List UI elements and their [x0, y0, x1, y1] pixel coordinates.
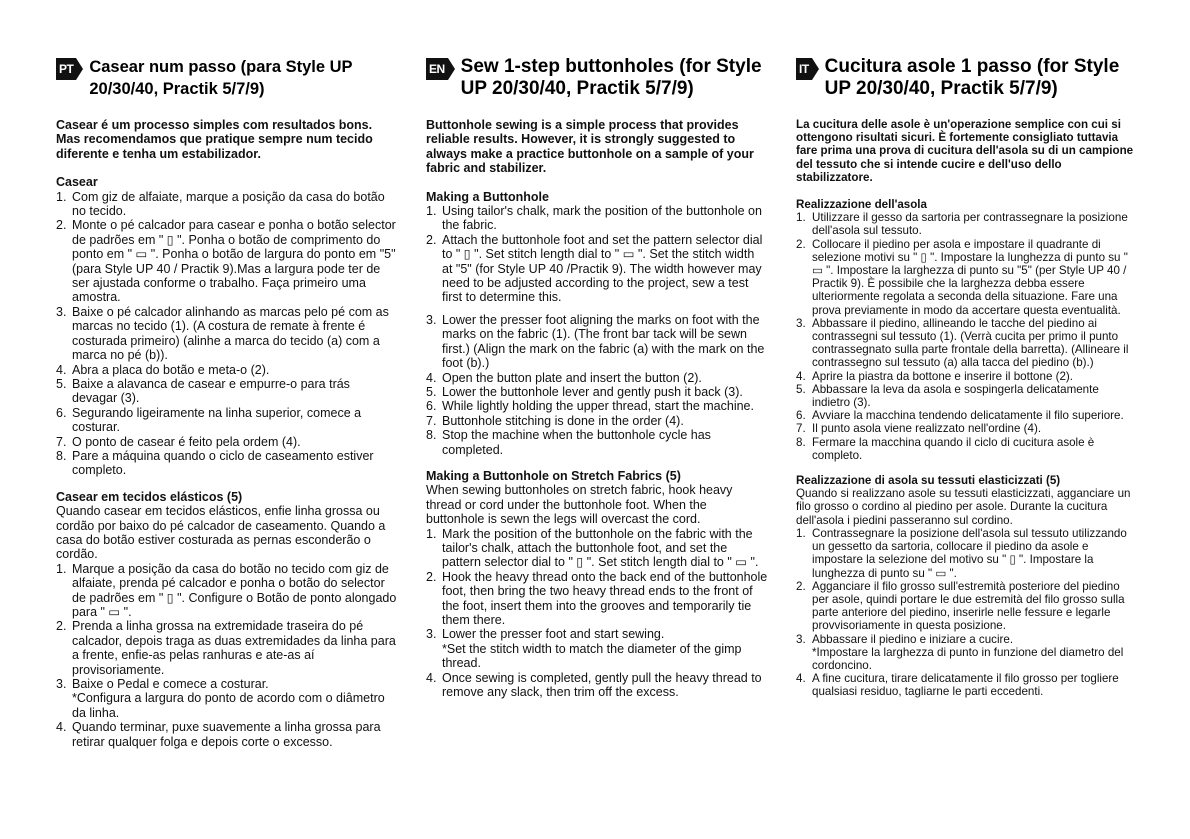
list-item: 5. Baixe a alavanca de casear e empurre-o para trás devagar (3).	[56, 376, 350, 406]
step-note: *Impostare la larghezza di punto in funzione del diametro del cordoncino.	[812, 645, 1124, 672]
list-item: 2. Agganciare il filo grosso sull'estremità posteriore del piedino per asole, quindi portare le due estremità del filo grosso sulla parte anteriore del piedino, inserirle nelle fessure e legarle provvisoriamente in questa posizione.	[796, 579, 1125, 633]
steps-list	[796, 211, 1134, 462]
list-item: 5. Abbassare la leva da asola e sospingerla delicatamente indietro (3).	[796, 382, 1099, 410]
list-item: 1. Mark the position of the buttonhole on the fabric with the tailor's chalk, attach the buttonhole foot, and set the pattern selector dial to " ▯ ". Set stitch length dial to " ▭ ".	[426, 526, 759, 570]
language-badge-icon	[796, 58, 819, 80]
list-item: 3. Baixe o pé calcador alinhando as marcas pelo pé com as marcas no tecido (1). (A costura de remate à frente é costurada primeiro) (alinhe a marca do tecido (a) com a marca no pé (b)).	[56, 304, 389, 363]
list-item: 4. Open the button plate and insert the button (2).	[426, 370, 702, 385]
subsection-title: Casear	[56, 175, 98, 190]
list-item: 5. Lower the buttonhole lever and gently push it back (3).	[426, 384, 743, 399]
list-item: 1. Using tailor's chalk, mark the position of the buttonhole on the fabric.	[426, 204, 762, 233]
language-code: IT	[796, 58, 812, 80]
list-item: 3. Baixe o Pedal e comece a costurar. *Configura a largura do ponto de acordo com o diâmetro da linha.	[56, 677, 398, 720]
subsection-title: Realizzazione di asola su tessuti elasticizzati (5)	[796, 474, 1061, 488]
list-item: 7. Buttonhole stitching is done in the order (4).	[426, 413, 684, 428]
subsection-title: Realizzazione dell'asola	[796, 198, 927, 212]
step-note: *Set the stitch width to match the diameter of the gimp thread.	[442, 641, 742, 671]
intro-paragraph: La cucitura delle asole è un'operazione semplice con cui si ottengono risultati sicuri. È fortemente consigliato tuttavia fare prima una prova di cucitura dell'asola su di un campione del tessuto che si intende cucire e dell'uso dello stabilizzatore.	[796, 118, 1134, 184]
column-italian	[796, 56, 1134, 711]
list-item: 8. Pare a máquina quando o ciclo de caseamento estiver completo.	[56, 448, 374, 478]
list-item: 4. A fine cucitura, tirare delicatamente il filo grosso per togliere qualsiasi residuo, tagliarne le parti eccedenti.	[796, 672, 1119, 699]
list-item: 2. Prenda a linha grossa na extremidade traseira do pé calcador, depois traga as duas extremidades da linha para a frente, enfie-as pelas ranhuras e ate-as aí provisoriamente.	[56, 619, 396, 677]
list-item: 2. Hook the heavy thread onto the back end of the buttonhole foot, then bring the two heavy thread ends to the front of the foot, insert them into the grooves and temporarily tie them there.	[426, 569, 768, 627]
subsection-intro: Quando casear em tecidos elásticos, enfie linha grossa ou cordão por baixo do pé calcador de caseamento. Quando a casa do botão estiver costurada as pernas esconderão o cordão.	[56, 504, 386, 562]
badge-arrow-icon	[76, 58, 83, 80]
column-portuguese	[56, 56, 398, 761]
language-badge-icon	[426, 58, 455, 80]
language-badge-icon	[56, 58, 83, 80]
subsection-intro: Quando si realizzano asole su tessuti elasticizzati, agganciare un filo grosso o cordino al piedino per asole. Durante la cucitura dell'asola i piedini passeranno sul cordino.	[796, 487, 1131, 527]
steps-list	[426, 204, 768, 457]
steps-list	[56, 190, 398, 478]
list-item: 3. Abbassare il piedino, allineando le tacche del piedino ai contrassegni sul tessuto (1). (Verrà cucita per primo il punto contrassegnato sulla parte frontale della barretta). (Allineare il contrassegno sul tessuto (a) alla tacca del piedino (b).)	[796, 316, 1129, 370]
subsection-title: Making a Buttonhole on Stretch Fabrics (5)	[426, 468, 681, 483]
list-item: 6. While lightly holding the upper thread, start the machine.	[426, 399, 754, 414]
list-item: 4. Quando terminar, puxe suavemente a linha grossa para retirar qualquer folga e depois corte o excesso.	[56, 720, 381, 749]
column-english	[426, 56, 768, 711]
list-item: 7. Il punto asola viene realizzato nell'ordine (4).	[796, 422, 1042, 436]
section-title: Sew 1-step buttonholes (for Style UP 20/30/40, Practik 5/7/9)	[460, 56, 762, 99]
list-item: 7. O ponto de casear é feito pela ordem (4).	[56, 434, 301, 449]
intro-paragraph: Buttonhole sewing is a simple process that provides reliable results. However, it is strongly suggested to always make a practice buttonhole on a sample of your fabric and stabilizer.	[426, 118, 754, 176]
list-item: 8. Stop the machine when the buttonhole cycle has completed.	[426, 428, 711, 457]
badge-arrow-icon	[812, 58, 819, 80]
list-item: 1. Utilizzare il gesso da sartoria per contrassegnare la posizione dell'asola sul tessuto.	[796, 211, 1128, 238]
step-note: *Configura a largura do ponto de acordo com o diâmetro da linha.	[72, 691, 385, 720]
list-item: 4. Once sewing is completed, gently pull the heavy thread to remove any slack, then trim off the excess.	[426, 670, 762, 700]
steps-list	[56, 562, 398, 749]
list-item: 6. Segurando ligeiramente na linha superior, comece a costurar.	[56, 405, 362, 435]
list-item: 2. Monte o pé calcador para casear e ponha o botão selector de padrões em " ▯ ". Ponha o botão de comprimento do ponto em " ▭ ". Ponha o botão de largura do ponto em "5" (para Style UP 40 / Practik 9).Mas a largura pode ter de ser ajustada conforme o trabalho. Faça primeiro uma amostra.	[56, 218, 396, 305]
section-heading	[56, 56, 398, 100]
list-item: 6. Avviare la macchina tendendo delicatamente il filo superiore.	[796, 409, 1124, 423]
list-item: 4. Abra a placa do botão e meta-o (2).	[56, 362, 270, 377]
subsection-title: Casear em tecidos elásticos (5)	[56, 489, 243, 504]
list-item: 3. Lower the presser foot and start sewing. *Set the stitch width to match the diameter of the gimp thread.	[426, 627, 768, 670]
steps-list	[796, 527, 1134, 699]
list-item: 2. Attach the buttonhole foot and set the pattern selector dial to " ▯ ". Set stitch length dial to " ▭ ". Set the stitch width at "5" (for Style UP 40 /Practik 9). The width however may need to be adjusted according to the project, sew a test first to determine this.	[426, 232, 763, 305]
steps-list	[426, 527, 768, 700]
list-item: 2. Collocare il piedino per asola e impostare il quadrante di selezione motivi su " ▯ ". Impostare la lunghezza di punto su " ▭ ". Impostare la larghezza di punto su "5" (per Style UP 40 / Practik 9). È possibile che la larghezza debba essere ulteriormente regolata a seconda della situazione. Fare una prova previamente in modo da accertare questa eventualità.	[796, 237, 1128, 317]
list-item: 3. Abbassare il piedino e iniziare a cucire. *Impostare la larghezza di punto in funzione del diametro del cordoncino.	[796, 633, 1134, 673]
language-code: EN	[426, 58, 448, 80]
list-item: 1. Contrassegnare la posizione dell'asola sul tessuto utilizzando un gessetto da sartoria, collocare il piedino da asole e impostare la selezione del motivo su " ▯ ". Impostare la lunghezza di punto su " ▭ ".	[796, 526, 1127, 580]
intro-paragraph: Casear é um processo simples com resultados bons. Mas recomendamos que pratique sempre num tecido diferente e tenha um estabilizador.	[56, 118, 373, 161]
section-title: Casear num passo (para Style UP 20/30/40, Practik 5/7/9)	[89, 58, 353, 98]
language-code: PT	[56, 58, 76, 80]
list-item: 4. Aprire la piastra da bottone e inserire il bottone (2).	[796, 369, 1074, 383]
badge-arrow-icon	[448, 58, 455, 80]
list-item: 8. Fermare la macchina quando il ciclo di cucitura asole è completo.	[796, 435, 1095, 462]
subsection-title: Making a Buttonhole	[426, 189, 549, 204]
list-item: 3. Lower the presser foot aligning the marks on foot with the marks on the fabric (1). (The front bar tack will be sewn first.) (Align the mark on the fabric (a) with the mark on the foot (b).)	[426, 312, 765, 371]
subsection-intro: When sewing buttonholes on stretch fabric, hook heavy thread or cord under the buttonhole foot. When the buttonhole is sewn the legs will overcast the cord.	[426, 483, 733, 527]
list-item: 1. Com giz de alfaiate, marque a posição da casa do botão no tecido.	[56, 189, 385, 219]
list-item: 1. Marque a posição da casa do botão no tecido com giz de alfaiate, prenda pé calcador e ponha o botão do selector de padrões em " ▯ ". Configure o Botão de ponto alongado para " ▭ ".	[56, 561, 397, 619]
section-heading	[796, 56, 1134, 100]
section-title: Cucitura asole 1 passo (for Style UP 20/30/40, Practik 5/7/9)	[824, 56, 1120, 99]
section-heading	[426, 56, 768, 100]
